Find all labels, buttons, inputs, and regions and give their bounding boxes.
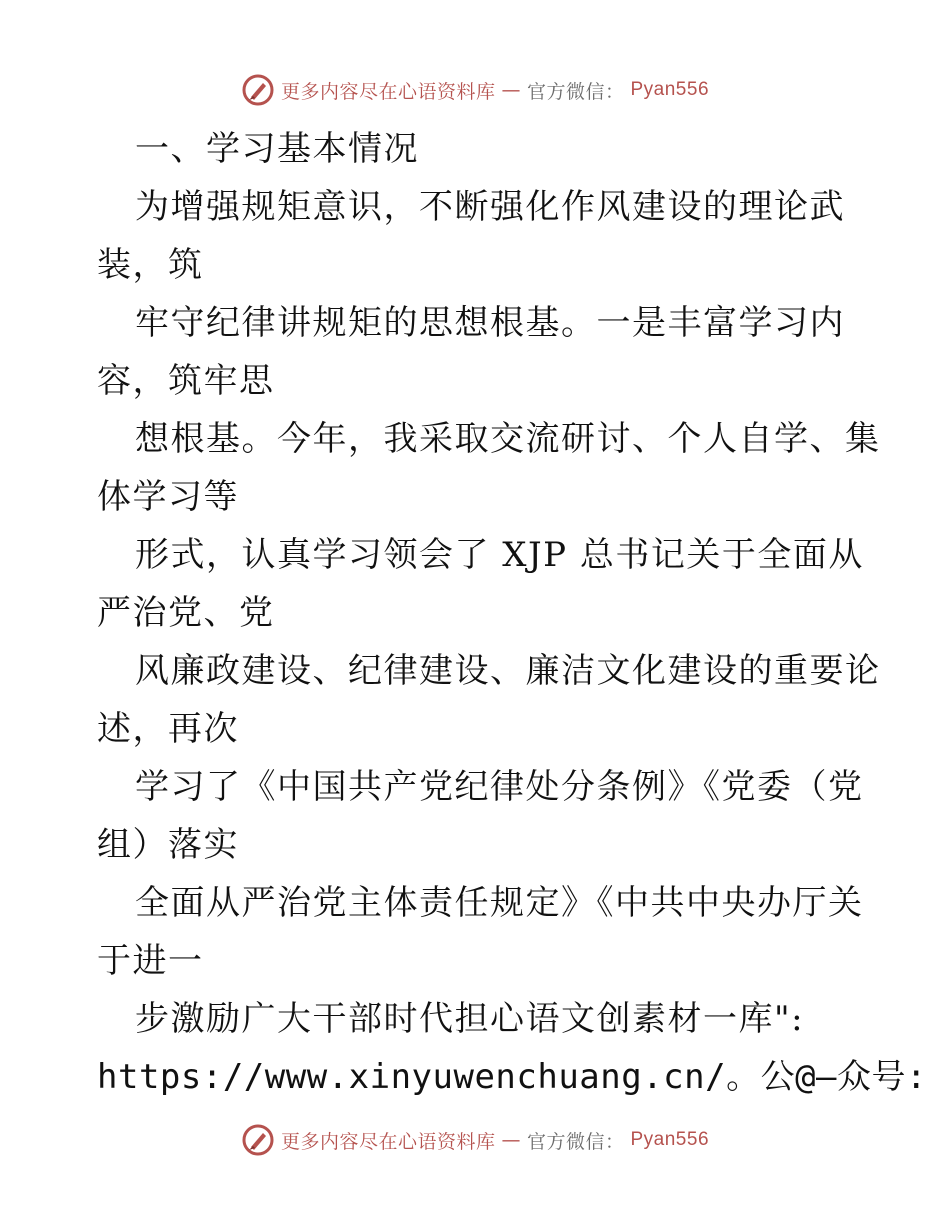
watermark-contact-id: Pyan556	[630, 79, 710, 100]
watermark-contact-id: Pyan556	[630, 1129, 710, 1150]
paragraph-line: 体学习等	[97, 477, 239, 517]
pen-nib-logo-icon	[241, 1123, 275, 1157]
paragraph-line: 全面从严治党主体责任规定》《中共中央办厅关	[135, 883, 864, 923]
document-body	[97, 120, 928, 1106]
paragraph-line: 步激励广大干部时代担心语文创素材一库":	[135, 999, 805, 1039]
section-heading: 一、学习基本情况	[135, 129, 419, 169]
paragraph-line: 组）落实	[97, 825, 239, 865]
footer-watermark	[0, 1120, 950, 1160]
watermark-text: 更多内容尽在心语资料库	[280, 1130, 496, 1153]
pen-nib-logo-icon	[241, 73, 275, 107]
watermark-dash: —	[501, 1129, 521, 1151]
watermark-dash: —	[501, 79, 521, 101]
paragraph-line: 述，再次	[97, 709, 239, 749]
paragraph-line: 学习了《中国共产党纪律处分条例》《党委（党	[135, 767, 864, 807]
watermark-contact-label: 官方微信：	[526, 80, 625, 103]
url-line: https://www.xinyuwenchuang.cn/。公@—众号:	[97, 1057, 928, 1097]
paragraph-line: 风廉政建设、纪律建设、廉洁文化建设的重要论	[135, 651, 881, 691]
paragraph-line: 牢守纪律讲规矩的思想根基。一是丰富学习内	[135, 303, 845, 343]
paragraph-line: 容，筑牢思	[97, 361, 275, 401]
watermark-contact-label: 官方微信：	[526, 1130, 625, 1153]
paragraph-line: 为增强规矩意识，不断强化作风建设的理论武	[135, 187, 845, 227]
paragraph-line: 想根基。今年，我采取交流研讨、个人自学、集	[135, 419, 881, 459]
paragraph-line: 装，筑	[97, 245, 204, 285]
paragraph-line: 于进一	[97, 941, 204, 981]
paragraph-line: 形式，认真学习领会了 XJP 总书记关于全面从	[135, 535, 864, 575]
header-watermark	[0, 70, 950, 110]
watermark-text: 更多内容尽在心语资料库	[280, 80, 496, 103]
paragraph-line: 严治党、党	[97, 593, 275, 633]
